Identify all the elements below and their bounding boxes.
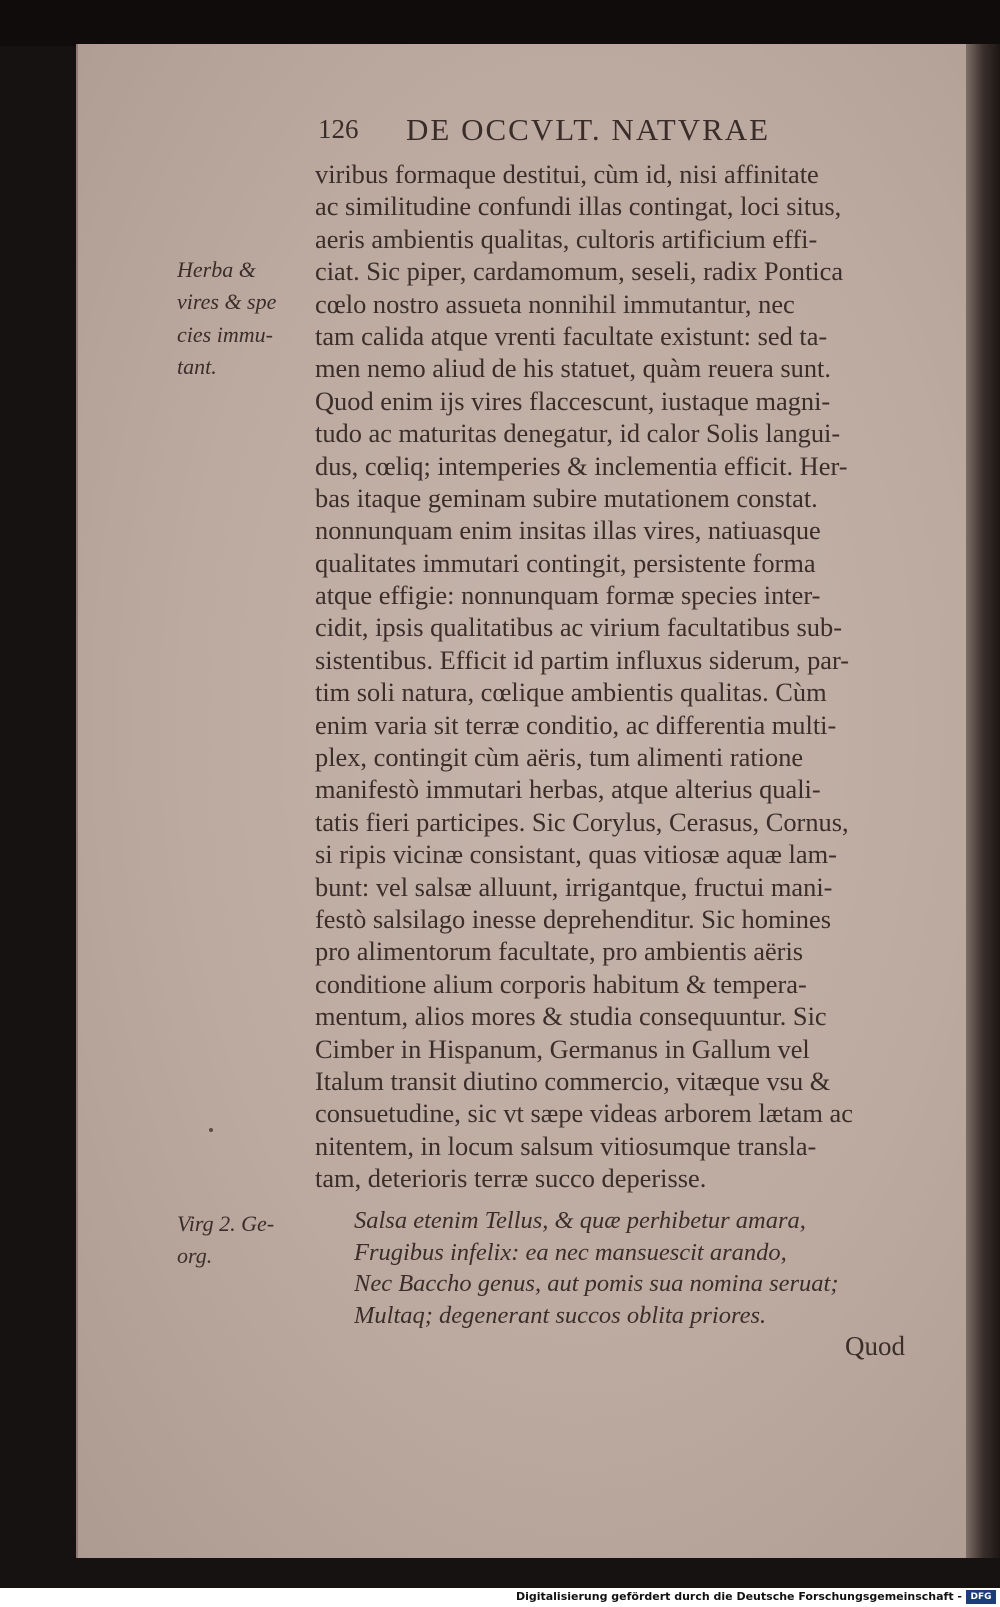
text-line: sistentibus. Efficit id partim influxus siderum, par- [315, 644, 850, 675]
page-header [318, 112, 918, 152]
verse-quotation [354, 1205, 934, 1331]
text-line: men nemo aliud de his statuet, quàm reuera sunt. [315, 353, 831, 384]
margin-note-line: cies immu- [177, 321, 273, 347]
margin-note-line: Virg 2. Ge- [177, 1211, 275, 1236]
text-line: tatis fieri participes. Sic Corylus, Cerasus, Cornus, [315, 806, 849, 837]
text-line: cœlo nostro assueta nonnihil immutantur, nec [315, 288, 795, 319]
funding-credit: Digitalisierung gefördert durch die Deutsche Forschungsgemeinschaft - [515, 1590, 962, 1603]
text-line: viribus formaque destitui, cùm id, nisi affinitate [315, 159, 819, 189]
ink-speck [209, 1128, 213, 1132]
scan-top-border [0, 0, 1000, 46]
text-line: aeris ambientis qualitas, cultoris artificium effi- [315, 223, 818, 254]
text-line: ciat. Sic piper, cardamomum, seseli, radix Pontica [315, 256, 844, 287]
verse-line: Nec Baccho genus, aut pomis sua nomina seruat; [354, 1270, 839, 1297]
text-line: enim varia sit terræ conditio, ac differentia multi- [315, 709, 837, 740]
text-line: nitentem, in locum salsum vitiosumque transla- [315, 1130, 817, 1161]
text-line: pro alimentorum facultate, pro ambientis aëris [315, 936, 804, 967]
text-line: tim soli natura, cœlique ambientis qualitas. Cùm [315, 677, 827, 708]
margin-note-virgil [177, 1208, 307, 1273]
text-line: tam calida atque vrenti facultate existunt: sed ta- [315, 320, 828, 351]
text-line: manifestò immutari herbas, atque alterius quali- [315, 774, 821, 805]
text-line: consuetudine, sic vt sæpe videas arborem lætam ac [315, 1098, 853, 1129]
scan-bottom-border [0, 1558, 1000, 1588]
digitization-footer [0, 1588, 1000, 1607]
catchword: Quod [845, 1331, 905, 1361]
text-line: cidit, ipsis qualitatibus ac virium facultatibus sub- [315, 612, 842, 643]
text-line: conditione alium corporis habitum & tempera- [315, 968, 807, 999]
verse-line: Frugibus infelix: ea nec mansuescit arando, [354, 1238, 787, 1266]
margin-note-herba [177, 254, 307, 384]
text-line: nonnunquam enim insitas illas vires, natiuasque [315, 515, 821, 546]
page-edge [966, 44, 1000, 1560]
body-text [315, 158, 927, 1195]
text-line: plex, contingit cùm aëris, tum alimenti ratione [315, 742, 804, 773]
margin-note-line: org. [177, 1243, 213, 1269]
margin-note-line: vires & spe [177, 289, 277, 315]
margin-note-line: tant. [177, 354, 217, 380]
page-number: 126 [318, 114, 359, 144]
verse-line: Salsa etenim Tellus, & quæ perhibetur amara, [354, 1207, 806, 1234]
text-line: tudo ac maturitas denegatur, id calor Solis langui- [315, 418, 841, 449]
text-line: festò salsilago inesse deprehenditur. Sic homines [315, 903, 831, 934]
running-title: DE OCCVLT. NATVRAE [406, 112, 771, 147]
margin-note-line: Herba & [177, 257, 256, 282]
text-line: tam, deterioris terræ succo deperisse. [315, 1163, 707, 1194]
dfg-logo-icon: DFG [966, 1590, 996, 1604]
text-line: atque effigie: nonnunquam formæ species inter- [315, 580, 821, 611]
text-line: Italum transit diutino commercio, vitæque vsu & [315, 1065, 831, 1096]
text-line: bas itaque geminam subire mutationem constat. [315, 482, 818, 513]
text-line: qualitates immutari contingit, persistente forma [315, 547, 816, 578]
text-line: Cimber in Hispanum, Germanus in Gallum vel [315, 1033, 810, 1064]
text-line: bunt: vel salsæ alluunt, irrigantque, fructui mani- [315, 871, 833, 902]
verse-line: Multaq; degenerant succos oblita priores. [354, 1301, 767, 1329]
text-line: mentum, alios mores & studia consequuntur. Sic [315, 1001, 827, 1032]
text-line: Quod enim ijs vires flaccescunt, iustaque magni- [315, 385, 831, 416]
text-line: dus, cœliq; intemperies & inclementia efficit. Her- [315, 450, 848, 481]
text-line: ac similitudine confundi illas contingat, loci situs, [315, 191, 842, 222]
text-line: si ripis vicinæ consistant, quas vitiosæ aquæ lam- [315, 839, 837, 870]
